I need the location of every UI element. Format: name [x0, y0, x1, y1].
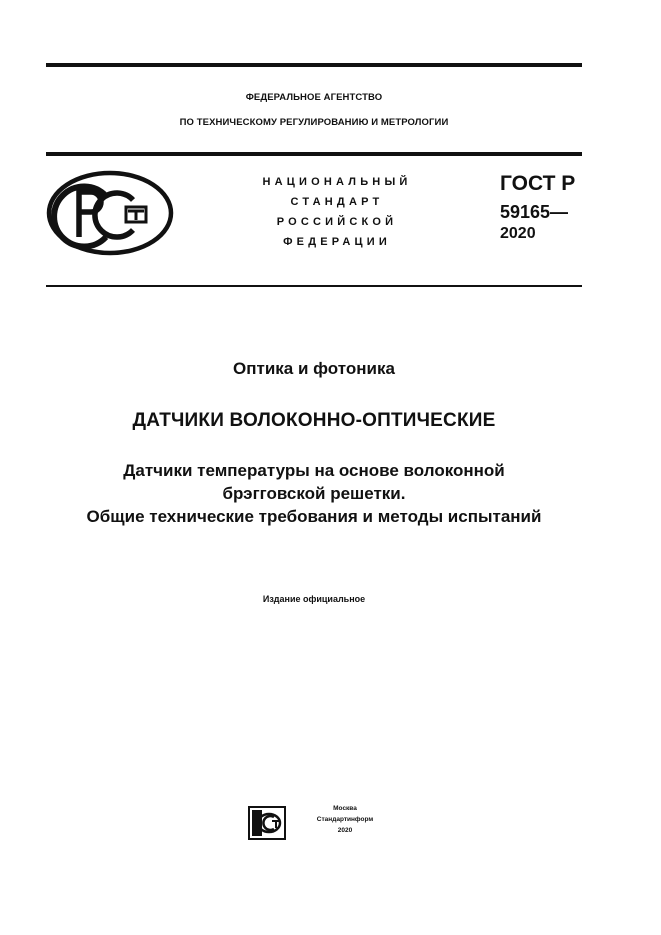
- publisher-year: 2020: [337, 827, 353, 834]
- middle-rule: [46, 152, 582, 156]
- subtitle-line2: брэгговской решетки.: [222, 484, 406, 503]
- edition-label: Издание официальное: [262, 594, 366, 604]
- standard-type-line1: НАЦИОНАЛЬНЫЙ: [262, 176, 412, 188]
- standartinform-logo-icon: [248, 806, 286, 840]
- publisher-name: Стандартинформ: [316, 816, 374, 823]
- series-title: Оптика и фотоника: [233, 359, 395, 378]
- standard-type-line3: РОССИЙСКОЙ: [276, 216, 398, 228]
- rst-certification-mark-icon: [46, 170, 174, 256]
- bottom-rule: [46, 285, 582, 287]
- publisher-city: Москва: [333, 805, 357, 812]
- gost-year: 2020: [500, 225, 536, 242]
- gost-number-block: [500, 172, 575, 244]
- top-rule: [46, 63, 582, 67]
- subtitle-line3: Общие технические требования и методы испытаний: [86, 507, 542, 526]
- standard-type-line2: СТАНДАРТ: [290, 196, 384, 208]
- standard-type-line4: ФЕДЕРАЦИИ: [283, 236, 391, 248]
- agency-name-line1: ФЕДЕРАЛЬНОЕ АГЕНТСТВО: [245, 92, 383, 103]
- standard-type-block: [242, 172, 432, 252]
- agency-name-line2: ПО ТЕХНИЧЕСКОМУ РЕГУЛИРОВАНИЮ И МЕТРОЛОГИИ: [179, 117, 449, 128]
- document-title: ДАТЧИКИ ВОЛОКОННО-ОПТИЧЕСКИЕ: [132, 410, 496, 431]
- document-subtitle: [46, 459, 582, 528]
- gost-prefix: ГОСТ Р: [500, 172, 576, 195]
- subtitle-line1: Датчики температуры на основе волоконной: [123, 461, 505, 480]
- gost-number: 59165—: [500, 202, 569, 222]
- publisher-block: [300, 803, 390, 836]
